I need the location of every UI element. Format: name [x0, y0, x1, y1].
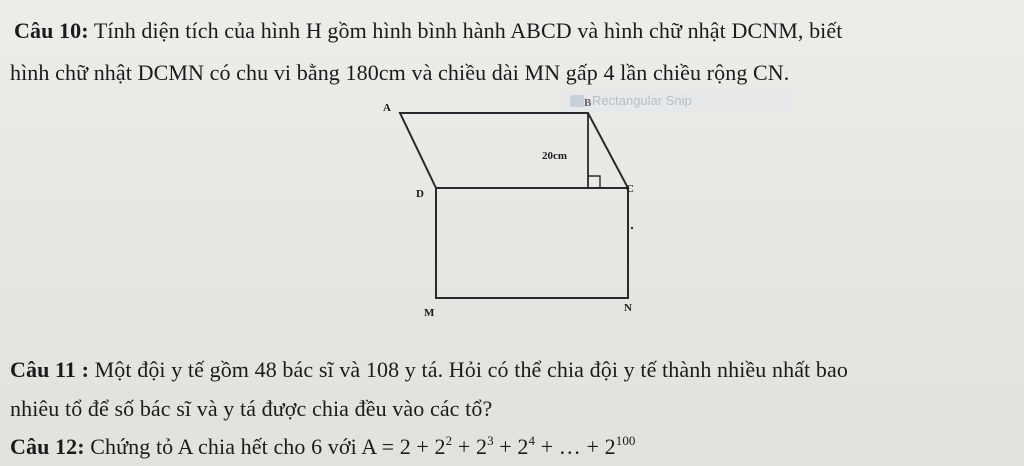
formula-plus-4: + 2: [493, 434, 529, 459]
formula-start: A = 2 + 2: [361, 434, 446, 459]
right-angle-marker: [588, 176, 600, 188]
vertex-label-m: M: [424, 307, 435, 319]
vertex-label-n: N: [624, 302, 632, 314]
exponent-3: 3: [487, 433, 494, 448]
vertex-label-b: B: [584, 97, 592, 109]
formula: [361, 434, 635, 459]
vertex-label-d: D: [416, 188, 424, 200]
parallelogram-abcd: [400, 113, 628, 188]
rectangle-dcnm: [436, 188, 628, 298]
formula-plus-3: + 2: [452, 434, 488, 459]
question-11-label: Câu 11 :: [10, 357, 90, 382]
exponent-100: 100: [615, 433, 636, 448]
exponent-4: 4: [528, 433, 536, 448]
vertex-label-c: C: [626, 183, 634, 195]
question-11-text-1: Một đội y tế gồm 48 bác sĩ và 108 y tá. Hỏi có thể chia đội y tế thành nhiều nhất bao: [89, 357, 848, 382]
question-12-text: Chứng tỏ A chia hết cho 6 với: [84, 434, 362, 459]
vertex-label-a: A: [383, 102, 391, 114]
formula-tail: + … + 2: [535, 434, 616, 459]
rectangular-snip-overlay: [562, 90, 794, 112]
question-11-line-1: [10, 357, 848, 383]
height-label: 20cm: [542, 150, 568, 162]
question-12-line: [10, 434, 636, 460]
question-10-text-2: hình chữ nhật DCMN có chu vi bằng 180cm và chiều dài MN gấp 4 lần chiều rộng CN.: [10, 60, 790, 85]
stray-dot: [631, 227, 633, 229]
question-10-label: Câu 10:: [14, 18, 89, 43]
question-12-label: Câu 12:: [10, 434, 85, 459]
question-11-text-2: nhiêu tổ để số bác sĩ và y tá được chia đều vào các tổ?: [10, 396, 493, 421]
question-10-text-1: Tính diện tích của hình H gồm hình bình hành ABCD và hình chữ nhật DCNM, biết: [88, 18, 843, 43]
exponent-2: 2: [445, 433, 453, 448]
question-11-line-2: [10, 396, 492, 422]
snip-label: Rectangular Snip: [592, 93, 692, 108]
scissors-icon: [570, 95, 584, 107]
